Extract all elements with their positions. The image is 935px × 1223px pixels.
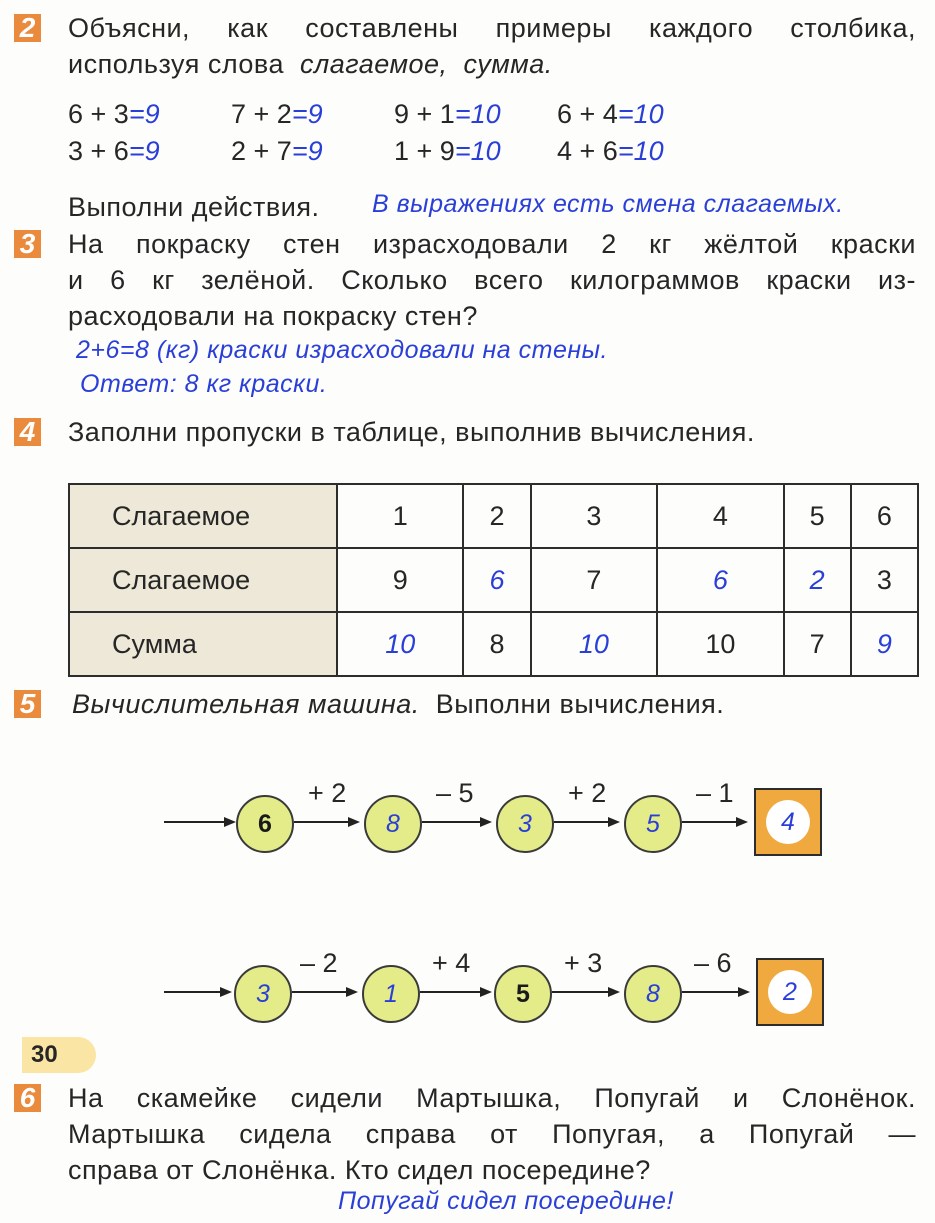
table-cell: 10	[657, 612, 783, 676]
row-label: Сумма	[69, 612, 337, 676]
table-cell: 3	[851, 548, 918, 612]
chain1-circle-1: 6	[236, 795, 294, 853]
task6-line3: справа от Слонёнка. Кто сидел посередине?	[68, 1155, 651, 1185]
example-3: 7 + 2=9	[231, 99, 323, 129]
chain2-op-4: – 6	[694, 948, 732, 978]
task-number-6: 6	[14, 1084, 41, 1112]
chain2-circle-1: 3	[234, 965, 292, 1023]
row-label: Слагаемое	[69, 484, 337, 548]
arrow	[552, 992, 553, 993]
table-cell-answer: 10	[337, 612, 463, 676]
arrow	[682, 992, 683, 993]
chain1-circle-4: 5	[624, 795, 682, 853]
example-5: 9 + 1=10	[394, 99, 501, 129]
table-cell-answer: 6	[463, 548, 530, 612]
arrow-in	[164, 992, 165, 993]
task5-title-rest: Выполни вычисления.	[435, 689, 725, 719]
table-cell-answer: 2	[784, 548, 851, 612]
task2-line2	[68, 46, 553, 82]
example-1: 6 + 3=9	[68, 99, 160, 129]
chain1-circle-3: 3	[496, 795, 554, 853]
chain1-result-box	[754, 788, 822, 856]
chain1-op-2: – 5	[436, 778, 474, 808]
chain2-circle-2: 1	[362, 965, 420, 1023]
chain1-op-1: + 2	[308, 778, 347, 808]
answer: =10	[617, 136, 664, 166]
task2-line1: Объясни, как составлены примеры каждого столбика,	[68, 13, 916, 43]
example-2: 3 + 6=9	[68, 136, 160, 166]
arrow	[294, 822, 295, 823]
chain1-circle-2: 8	[364, 795, 422, 853]
task-number-4: 4	[14, 418, 41, 446]
table-cell: 5	[784, 484, 851, 548]
table-row	[69, 548, 918, 612]
table-cell: 4	[657, 484, 783, 548]
task4-text: Заполни пропуски в таблице, выполнив вычисления.	[68, 417, 755, 447]
arrow	[292, 992, 293, 993]
term-sum: сумма.	[463, 49, 553, 79]
answer: =10	[617, 99, 664, 129]
example-7: 6 + 4=10	[557, 99, 664, 129]
example-8: 4 + 6=10	[557, 136, 664, 166]
row-label: Слагаемое	[69, 548, 337, 612]
answer: =9	[291, 136, 323, 166]
table-cell: 2	[463, 484, 530, 548]
table-cell-answer: 6	[657, 548, 783, 612]
chain1-result: 4	[766, 800, 810, 844]
chain1-op-3: + 2	[568, 778, 607, 808]
table-cell: 3	[531, 484, 657, 548]
example-6: 1 + 9=10	[394, 136, 501, 166]
table-row	[69, 484, 918, 548]
task3-line3: расходовали на покраску стен?	[68, 301, 478, 331]
arrow-in	[164, 822, 165, 823]
chain2-op-2: + 4	[432, 948, 471, 978]
task2-line2-start: используя слова	[68, 49, 284, 79]
chain2-op-3: + 3	[564, 948, 603, 978]
chain2-circle-4: 8	[624, 965, 682, 1023]
arrow	[422, 822, 423, 823]
table-cell: 7	[531, 548, 657, 612]
task6-line2: Мартышка сидела справа от Попугая, а Попугай —	[68, 1119, 916, 1149]
task2-answer-note: В выражениях есть смена слагаемых.	[372, 190, 844, 218]
table-cell: 6	[851, 484, 918, 548]
answer: =10	[454, 136, 501, 166]
table-cell: 7	[784, 612, 851, 676]
page-number: 30	[31, 1041, 58, 1068]
table-cell-answer: 9	[851, 612, 918, 676]
example-4: 2 + 7=9	[231, 136, 323, 166]
chain1-op-4: – 1	[696, 778, 734, 808]
table-cell: 9	[337, 548, 463, 612]
chain2-op-1: – 2	[300, 948, 338, 978]
task3-answer: Ответ: 8 кг краски.	[80, 370, 328, 398]
arrow	[420, 992, 421, 993]
answer: =9	[291, 99, 323, 129]
table-cell: 8	[463, 612, 530, 676]
task3-line1: На покраску стен израсходовали 2 кг жёлтой краски	[68, 229, 916, 259]
table-cell: 1	[337, 484, 463, 548]
task6-line1: На скамейке сидели Мартышка, Попугай и Слонёнок.	[68, 1083, 916, 1113]
answer: =9	[128, 136, 160, 166]
term-addend: слагаемое,	[300, 49, 448, 79]
task5-title	[72, 686, 724, 722]
task6-answer: Попугай сидел посередине!	[338, 1187, 674, 1215]
task3-line2: и 6 кг зелёной. Сколько всего килограммов краски из-	[68, 265, 916, 295]
task3-solution: 2+6=8 (кг) краски израсходовали на стены.	[76, 336, 608, 364]
arrow	[682, 822, 683, 823]
chain2-result: 2	[768, 970, 812, 1014]
task-number-3: 3	[14, 230, 41, 258]
answer: =9	[128, 99, 160, 129]
table-cell-answer: 10	[531, 612, 657, 676]
task-number-2: 2	[14, 14, 41, 42]
task-number-5: 5	[14, 690, 41, 718]
table-row	[69, 612, 918, 676]
arrow	[554, 822, 555, 823]
page-number-tab	[22, 1037, 96, 1073]
answer: =10	[454, 99, 501, 129]
addition-table	[68, 483, 919, 677]
task2-action: Выполни действия.	[68, 192, 320, 222]
chain2-circle-3: 5	[494, 965, 552, 1023]
chain2-result-box	[756, 958, 824, 1026]
task5-title-italic: Вычислительная машина.	[72, 689, 420, 719]
